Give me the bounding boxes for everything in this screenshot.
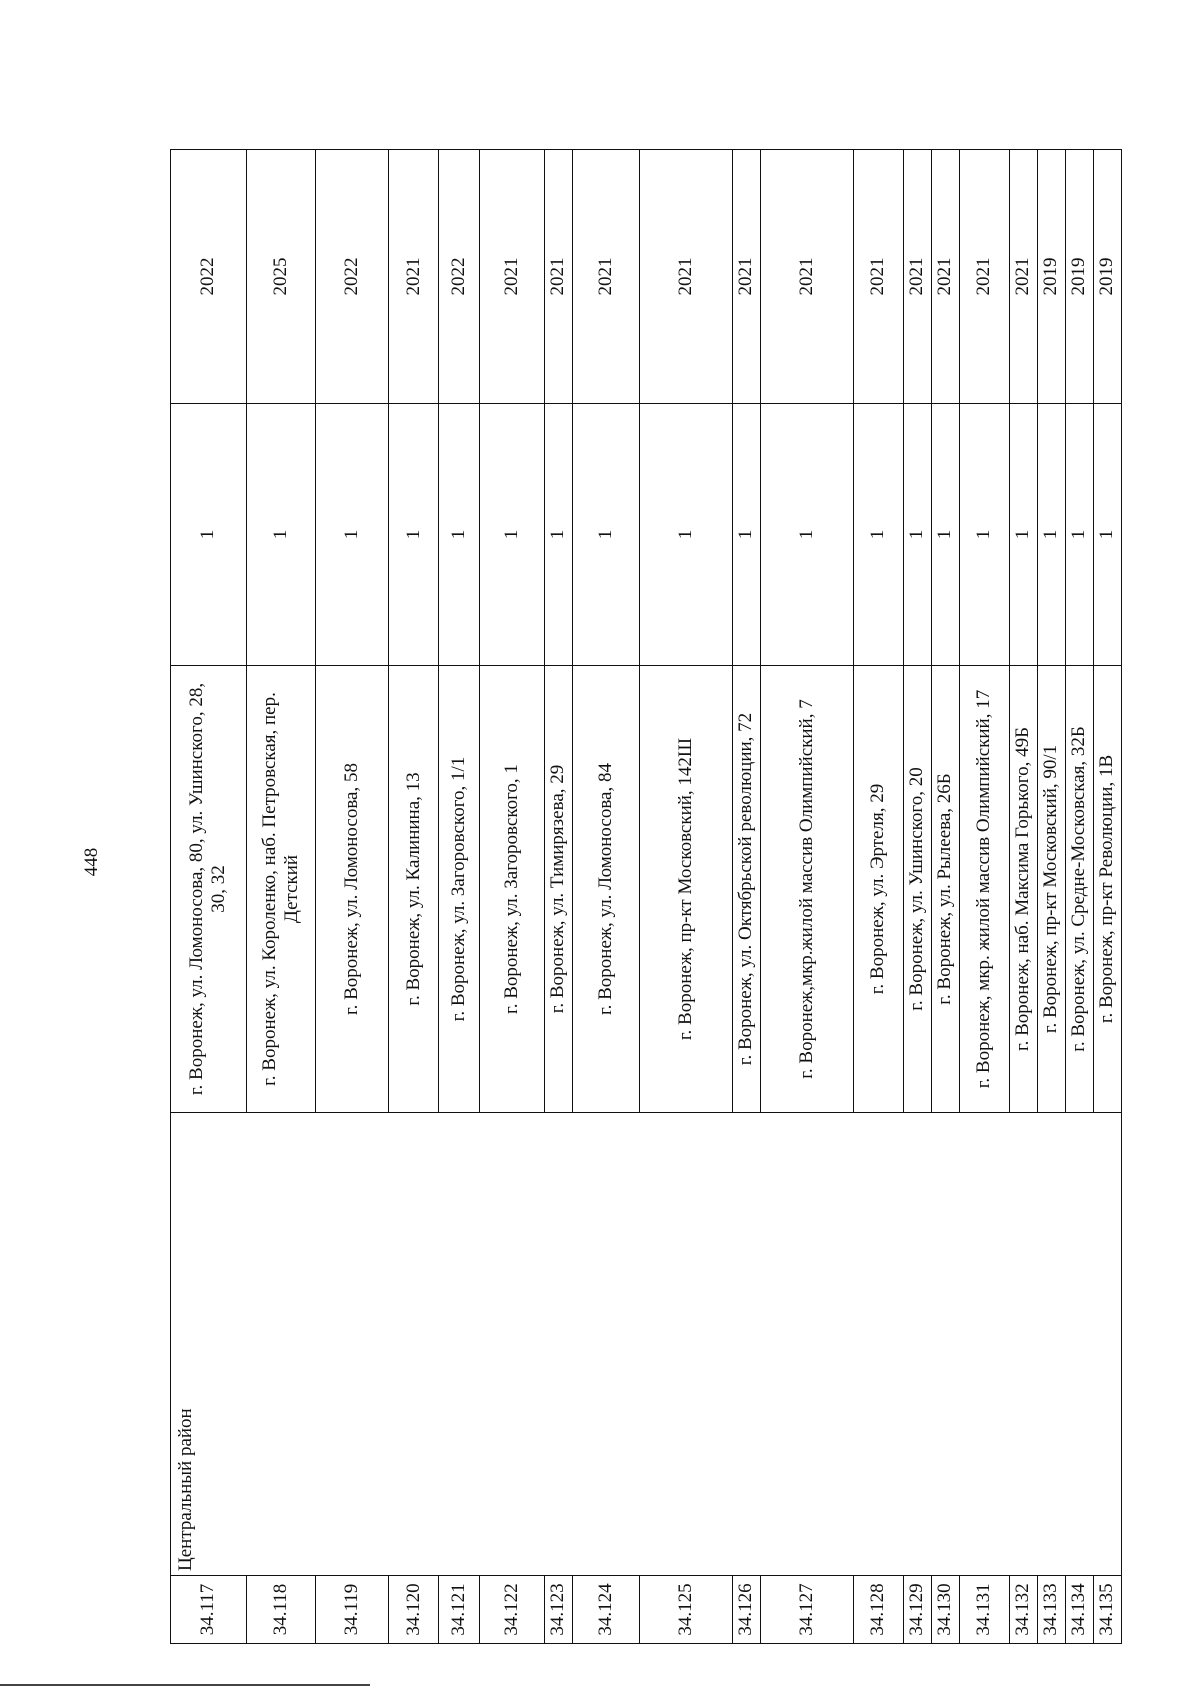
address-cell: г. Воронеж,мкр.жилой массив Олимпийский, 7 [761, 666, 854, 1113]
year-cell: 2021 [480, 150, 545, 404]
address-cell: г. Воронеж, наб. Максима Горького, 49Б [1009, 666, 1037, 1113]
quantity-cell: 1 [639, 404, 732, 666]
quantity-cell: 1 [931, 404, 959, 666]
address-cell: г. Воронеж, ул. Загоровского, 1/1 [438, 666, 479, 1113]
quantity-cell: 1 [171, 404, 247, 666]
address-cell: г. Воронеж, пр-кт Революции, 1В [1093, 666, 1121, 1113]
year-cell: 2021 [761, 150, 854, 404]
year-cell: 2021 [959, 150, 1009, 404]
quantity-cell: 1 [246, 404, 315, 666]
quantity-cell: 1 [389, 404, 439, 666]
quantity-cell: 1 [761, 404, 854, 666]
year-cell: 2025 [246, 150, 315, 404]
table-body [171, 150, 1122, 1644]
address-cell: г. Воронеж, ул. Калинина, 13 [389, 666, 439, 1113]
page-number: 448 [81, 847, 102, 877]
quantity-cell: 1 [1065, 404, 1093, 666]
year-cell: 2021 [639, 150, 732, 404]
year-cell: 2021 [903, 150, 931, 404]
quantity-cell: 1 [853, 404, 903, 666]
address-cell: г. Воронеж, ул. Тимирязева, 29 [544, 666, 572, 1113]
row-number-cell: 34.129 [903, 1576, 931, 1644]
year-cell: 2021 [544, 150, 572, 404]
year-cell: 2022 [315, 150, 388, 404]
quantity-cell: 1 [1037, 404, 1065, 666]
row-number-cell: 34.126 [732, 1576, 760, 1644]
table-row [171, 150, 247, 1644]
bottom-rule [0, 1684, 370, 1686]
quantity-cell: 1 [1009, 404, 1037, 666]
row-number-cell: 34.124 [572, 1576, 639, 1644]
year-cell: 2021 [853, 150, 903, 404]
row-number-cell: 34.119 [315, 1576, 388, 1644]
row-number-cell: 34.131 [959, 1576, 1009, 1644]
address-cell: г. Воронеж, ул. Короленко, наб. Петровская, пер. Детский [246, 666, 315, 1113]
quantity-cell: 1 [315, 404, 388, 666]
row-number-cell: 34.121 [438, 1576, 479, 1644]
address-cell: г. Воронеж, ул. Рылеева, 26Б [931, 666, 959, 1113]
quantity-cell: 1 [1093, 404, 1121, 666]
quantity-cell: 1 [959, 404, 1009, 666]
address-cell: г. Воронеж, ул. Загоровского, 1 [480, 666, 545, 1113]
year-cell: 2019 [1093, 150, 1121, 404]
row-number-cell: 34.127 [761, 1576, 854, 1644]
address-cell: г. Воронеж, ул. Средне-Московская, 32Б [1065, 666, 1093, 1113]
table-container [170, 150, 1122, 1644]
quantity-cell: 1 [438, 404, 479, 666]
year-cell: 2021 [572, 150, 639, 404]
address-cell: г. Воронеж, ул. Эртеля, 29 [853, 666, 903, 1113]
quantity-cell: 1 [903, 404, 931, 666]
row-number-cell: 34.128 [853, 1576, 903, 1644]
row-number-cell: 34.123 [544, 1576, 572, 1644]
quantity-cell: 1 [480, 404, 545, 666]
facilities-table [170, 149, 1122, 1644]
address-cell: г. Воронеж, ул. Ушинского, 20 [903, 666, 931, 1113]
year-cell: 2021 [389, 150, 439, 404]
year-cell: 2019 [1065, 150, 1093, 404]
year-cell: 2021 [931, 150, 959, 404]
row-number-cell: 34.134 [1065, 1576, 1093, 1644]
row-number-cell: 34.117 [171, 1576, 247, 1644]
address-cell: г. Воронеж, ул. Октябрьской революции, 72 [732, 666, 760, 1113]
address-cell: г. Воронеж, ул. Ломоносова, 58 [315, 666, 388, 1113]
row-number-cell: 34.132 [1009, 1576, 1037, 1644]
year-cell: 2022 [171, 150, 247, 404]
row-number-cell: 34.135 [1093, 1576, 1121, 1644]
year-cell: 2021 [1009, 150, 1037, 404]
address-cell: г. Воронеж, мкр. жилой массив Олимпийский, 17 [959, 666, 1009, 1113]
row-number-cell: 34.125 [639, 1576, 732, 1644]
year-cell: 2021 [732, 150, 760, 404]
row-number-cell: 34.122 [480, 1576, 545, 1644]
row-number-cell: 34.120 [389, 1576, 439, 1644]
address-cell: г. Воронеж, ул. Ломоносова, 80, ул. Ушинского, 28, 30, 32 [171, 666, 247, 1113]
year-cell: 2022 [438, 150, 479, 404]
quantity-cell: 1 [544, 404, 572, 666]
quantity-cell: 1 [572, 404, 639, 666]
quantity-cell: 1 [732, 404, 760, 666]
address-cell: г. Воронеж, пр-кт Московский, 142Ш [639, 666, 732, 1113]
row-number-cell: 34.130 [931, 1576, 959, 1644]
address-cell: г. Воронеж, ул. Ломоносова, 84 [572, 666, 639, 1113]
row-number-cell: 34.133 [1037, 1576, 1065, 1644]
district-cell: Центральный район [171, 1113, 1122, 1576]
address-cell: г. Воронеж, пр-кт Московский, 90/1 [1037, 666, 1065, 1113]
row-number-cell: 34.118 [246, 1576, 315, 1644]
year-cell: 2019 [1037, 150, 1065, 404]
